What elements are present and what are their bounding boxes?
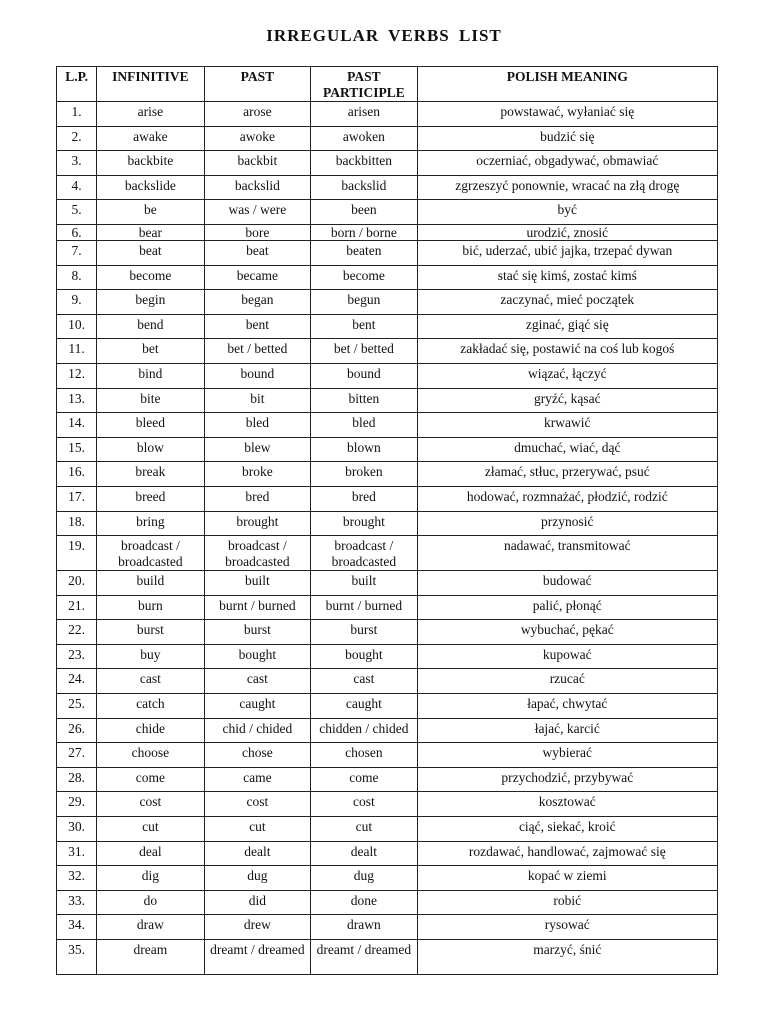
cell-infinitive: bear [97, 224, 204, 240]
table-row [57, 915, 718, 940]
cell-lp: 18. [57, 511, 97, 536]
cell-past-participle: cost [311, 792, 417, 817]
cell-past-participle: chosen [311, 743, 417, 768]
table-row [57, 339, 718, 364]
cell-past-participle: dreamt / dreamed [311, 940, 417, 975]
cell-past-participle: brought [311, 511, 417, 536]
cell-lp: 10. [57, 314, 97, 339]
cell-past: cut [204, 817, 310, 842]
cell-lp: 31. [57, 841, 97, 866]
cell-infinitive: blow [97, 437, 204, 462]
table-row [57, 363, 718, 388]
cell-past: came [204, 767, 310, 792]
table-row [57, 240, 718, 265]
cell-lp: 14. [57, 413, 97, 438]
cell-infinitive: dig [97, 866, 204, 891]
cell-polish-meaning: wiązać, łączyć [417, 363, 717, 388]
cell-past: bet / betted [204, 339, 310, 364]
cell-polish-meaning: złamać, stłuc, przerywać, psuć [417, 462, 717, 487]
table-row [57, 620, 718, 645]
cell-past: began [204, 290, 310, 315]
cell-past: dug [204, 866, 310, 891]
cell-infinitive: breed [97, 486, 204, 511]
cell-past-participle: drawn [311, 915, 417, 940]
cell-past: dealt [204, 841, 310, 866]
cell-lp: 20. [57, 571, 97, 596]
cell-past: brought [204, 511, 310, 536]
cell-infinitive: cast [97, 669, 204, 694]
cell-past: bred [204, 486, 310, 511]
cell-infinitive: begin [97, 290, 204, 315]
table-row [57, 694, 718, 719]
cell-past: broke [204, 462, 310, 487]
cell-infinitive: become [97, 265, 204, 290]
cell-past: backslid [204, 175, 310, 200]
cell-lp: 16. [57, 462, 97, 487]
cell-past: cost [204, 792, 310, 817]
table-row [57, 486, 718, 511]
cell-past: dreamt / dreamed [204, 940, 310, 975]
table-row [57, 290, 718, 315]
table-row [57, 767, 718, 792]
table-row [57, 200, 718, 225]
cell-infinitive: do [97, 890, 204, 915]
cell-past-participle: begun [311, 290, 417, 315]
cell-lp: 11. [57, 339, 97, 364]
cell-infinitive: backbite [97, 151, 204, 176]
table-row [57, 595, 718, 620]
header-infinitive: INFINITIVE [97, 67, 204, 102]
cell-past-participle: bred [311, 486, 417, 511]
cell-polish-meaning: gryźć, kąsać [417, 388, 717, 413]
cell-infinitive: break [97, 462, 204, 487]
header-past: PAST [204, 67, 310, 102]
cell-past: became [204, 265, 310, 290]
cell-past: bent [204, 314, 310, 339]
cell-past-participle: caught [311, 694, 417, 719]
table-header-row [57, 67, 718, 102]
cell-infinitive: burn [97, 595, 204, 620]
cell-lp: 1. [57, 102, 97, 127]
table-row [57, 175, 718, 200]
cell-lp: 7. [57, 240, 97, 265]
cell-past-participle: cut [311, 817, 417, 842]
cell-past: awoke [204, 126, 310, 151]
cell-past-participle: bound [311, 363, 417, 388]
cell-lp: 2. [57, 126, 97, 151]
cell-past: beat [204, 240, 310, 265]
cell-past: arose [204, 102, 310, 127]
cell-lp: 13. [57, 388, 97, 413]
cell-lp: 26. [57, 718, 97, 743]
cell-lp: 12. [57, 363, 97, 388]
cell-past: chid / chided [204, 718, 310, 743]
table-row [57, 940, 718, 975]
cell-lp: 30. [57, 817, 97, 842]
table-row [57, 437, 718, 462]
cell-past: bound [204, 363, 310, 388]
cell-polish-meaning: kosztować [417, 792, 717, 817]
table-row [57, 571, 718, 596]
cell-infinitive: draw [97, 915, 204, 940]
cell-past: burst [204, 620, 310, 645]
cell-infinitive: choose [97, 743, 204, 768]
cell-lp: 27. [57, 743, 97, 768]
cell-past: bit [204, 388, 310, 413]
table-row [57, 314, 718, 339]
cell-polish-meaning: budzić się [417, 126, 717, 151]
cell-lp: 22. [57, 620, 97, 645]
cell-polish-meaning: bić, uderzać, ubić jajka, trzepać dywan [417, 240, 717, 265]
cell-polish-meaning: budować [417, 571, 717, 596]
cell-past-participle: bled [311, 413, 417, 438]
cell-polish-meaning: przychodzić, przybywać [417, 767, 717, 792]
cell-lp: 28. [57, 767, 97, 792]
cell-lp: 21. [57, 595, 97, 620]
cell-past-participle: dealt [311, 841, 417, 866]
cell-polish-meaning: robić [417, 890, 717, 915]
cell-polish-meaning: rysować [417, 915, 717, 940]
cell-infinitive: deal [97, 841, 204, 866]
cell-past-participle: cast [311, 669, 417, 694]
cell-infinitive: come [97, 767, 204, 792]
cell-polish-meaning: rzucać [417, 669, 717, 694]
cell-polish-meaning: wybierać [417, 743, 717, 768]
cell-past-participle: chidden / chided [311, 718, 417, 743]
cell-polish-meaning: oczerniać, obgadywać, obmawiać [417, 151, 717, 176]
cell-lp: 3. [57, 151, 97, 176]
cell-infinitive: bind [97, 363, 204, 388]
cell-polish-meaning: palić, płonąć [417, 595, 717, 620]
table-row [57, 817, 718, 842]
table-row [57, 669, 718, 694]
document-title: IRREGULAR VERBS LIST [266, 26, 502, 45]
cell-past: burnt / burned [204, 595, 310, 620]
cell-lp: 17. [57, 486, 97, 511]
cell-past-participle: become [311, 265, 417, 290]
cell-past: blew [204, 437, 310, 462]
cell-infinitive: bend [97, 314, 204, 339]
cell-polish-meaning: być [417, 200, 717, 225]
cell-past: backbit [204, 151, 310, 176]
cell-polish-meaning: stać się kimś, zostać kimś [417, 265, 717, 290]
cell-polish-meaning: kupować [417, 644, 717, 669]
table-row [57, 511, 718, 536]
table-row [57, 462, 718, 487]
table-row [57, 536, 718, 571]
irregular-verbs-table [56, 66, 718, 975]
table-row [57, 413, 718, 438]
cell-past: drew [204, 915, 310, 940]
cell-lp: 32. [57, 866, 97, 891]
cell-past-participle: been [311, 200, 417, 225]
cell-infinitive: bleed [97, 413, 204, 438]
cell-infinitive: bet [97, 339, 204, 364]
cell-polish-meaning: kopać w ziemi [417, 866, 717, 891]
cell-lp: 6. [57, 224, 97, 240]
cell-polish-meaning: powstawać, wyłaniać się [417, 102, 717, 127]
table-row [57, 841, 718, 866]
cell-infinitive: catch [97, 694, 204, 719]
table-row [57, 224, 718, 240]
table-row [57, 792, 718, 817]
cell-lp: 29. [57, 792, 97, 817]
cell-past-participle: bitten [311, 388, 417, 413]
cell-infinitive: beat [97, 240, 204, 265]
cell-past-participle: backbitten [311, 151, 417, 176]
cell-infinitive: bite [97, 388, 204, 413]
cell-polish-meaning: ciąć, siekać, kroić [417, 817, 717, 842]
header-lp: L.P. [57, 67, 97, 102]
table-row [57, 866, 718, 891]
cell-past: bled [204, 413, 310, 438]
cell-lp: 35. [57, 940, 97, 975]
cell-past-participle: burst [311, 620, 417, 645]
cell-past: bore [204, 224, 310, 240]
cell-past-participle: bought [311, 644, 417, 669]
cell-past: chose [204, 743, 310, 768]
cell-infinitive: buy [97, 644, 204, 669]
cell-infinitive: arise [97, 102, 204, 127]
cell-past-participle: come [311, 767, 417, 792]
cell-infinitive: cost [97, 792, 204, 817]
cell-infinitive: backslide [97, 175, 204, 200]
cell-lp: 9. [57, 290, 97, 315]
cell-past-participle: born / borne [311, 224, 417, 240]
cell-past-participle: broken [311, 462, 417, 487]
cell-polish-meaning: przynosić [417, 511, 717, 536]
cell-polish-meaning: rozdawać, handlować, zajmować się [417, 841, 717, 866]
cell-lp: 23. [57, 644, 97, 669]
cell-infinitive: build [97, 571, 204, 596]
cell-past-participle: dug [311, 866, 417, 891]
cell-past: did [204, 890, 310, 915]
cell-past-participle: awoken [311, 126, 417, 151]
table-row [57, 102, 718, 127]
cell-polish-meaning: wybuchać, pękać [417, 620, 717, 645]
table-row [57, 718, 718, 743]
cell-past: caught [204, 694, 310, 719]
table-row [57, 265, 718, 290]
table-row [57, 743, 718, 768]
cell-infinitive: awake [97, 126, 204, 151]
cell-polish-meaning: zakładać się, postawić na coś lub kogoś [417, 339, 717, 364]
cell-lp: 24. [57, 669, 97, 694]
cell-past-participle: bent [311, 314, 417, 339]
cell-polish-meaning: łapać, chwytać [417, 694, 717, 719]
cell-polish-meaning: nadawać, transmitować [417, 536, 717, 571]
cell-past-participle: beaten [311, 240, 417, 265]
cell-infinitive: chide [97, 718, 204, 743]
cell-lp: 15. [57, 437, 97, 462]
cell-past-participle: done [311, 890, 417, 915]
cell-past-participle: backslid [311, 175, 417, 200]
cell-past-participle: burnt / burned [311, 595, 417, 620]
header-past-participle: PAST PARTICIPLE [311, 67, 417, 102]
cell-polish-meaning: zgrzeszyć ponownie, wracać na złą drogę [417, 175, 717, 200]
cell-lp: 19. [57, 536, 97, 571]
table-body [57, 102, 718, 975]
cell-infinitive: broadcast / broadcasted [97, 536, 204, 571]
cell-past-participle: blown [311, 437, 417, 462]
table-row [57, 890, 718, 915]
cell-polish-meaning: dmuchać, wiać, dąć [417, 437, 717, 462]
cell-lp: 34. [57, 915, 97, 940]
cell-infinitive: burst [97, 620, 204, 645]
cell-past: broadcast / broadcasted [204, 536, 310, 571]
cell-past: was / were [204, 200, 310, 225]
cell-polish-meaning: krwawić [417, 413, 717, 438]
cell-past-participle: broadcast / broadcasted [311, 536, 417, 571]
cell-polish-meaning: marzyć, śnić [417, 940, 717, 975]
header-polish-meaning: POLISH MEANING [417, 67, 717, 102]
table-row [57, 151, 718, 176]
table-row [57, 126, 718, 151]
cell-past-participle: built [311, 571, 417, 596]
cell-past: bought [204, 644, 310, 669]
cell-past: built [204, 571, 310, 596]
cell-polish-meaning: łajać, karcić [417, 718, 717, 743]
cell-infinitive: dream [97, 940, 204, 975]
cell-infinitive: bring [97, 511, 204, 536]
table-row [57, 388, 718, 413]
cell-infinitive: be [97, 200, 204, 225]
cell-lp: 33. [57, 890, 97, 915]
cell-polish-meaning: urodzić, znosić [417, 224, 717, 240]
cell-lp: 5. [57, 200, 97, 225]
cell-lp: 8. [57, 265, 97, 290]
cell-lp: 4. [57, 175, 97, 200]
cell-polish-meaning: hodować, rozmnażać, płodzić, rodzić [417, 486, 717, 511]
cell-past: cast [204, 669, 310, 694]
cell-infinitive: cut [97, 817, 204, 842]
cell-polish-meaning: zginać, giąć się [417, 314, 717, 339]
cell-lp: 25. [57, 694, 97, 719]
table-row [57, 644, 718, 669]
cell-polish-meaning: zaczynać, mieć początek [417, 290, 717, 315]
cell-past-participle: bet / betted [311, 339, 417, 364]
cell-past-participle: arisen [311, 102, 417, 127]
